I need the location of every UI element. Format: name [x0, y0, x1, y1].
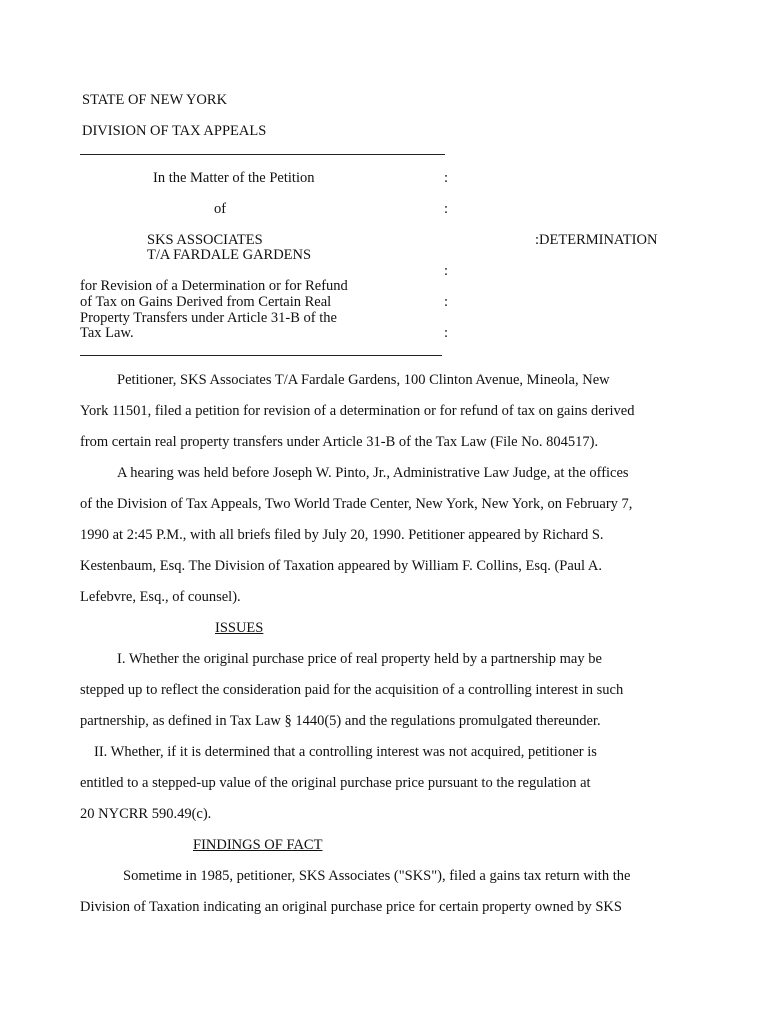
caption-colon: : — [444, 170, 449, 186]
caption-party-name: SKS ASSOCIATES — [147, 232, 263, 248]
caption-party-dba: T/A FARDALE GARDENS — [147, 247, 312, 263]
caption-purpose-line: Property Transfers under Article 31-B of the — [80, 310, 337, 326]
body-line: Lefebvre, Esq., of counsel). — [80, 589, 241, 605]
caption-of: of — [214, 201, 227, 217]
body-line: partnership, as defined in Tax Law § 1440(5) and the regulations promulgated thereunder. — [80, 713, 601, 729]
caption-matter: In the Matter of the Petition — [153, 170, 315, 186]
state-heading: STATE OF NEW YORK — [82, 92, 228, 108]
body-line: York 11501, filed a petition for revision of a determination or for refund of tax on gains derived — [80, 403, 635, 419]
caption-purpose-line: of Tax on Gains Derived from Certain Real — [80, 294, 332, 310]
caption-determination: :DETERMINATION — [535, 232, 658, 248]
body-line: I. Whether the original purchase price of real property held by a partnership may be — [117, 651, 602, 667]
body-line: Petitioner, SKS Associates T/A Fardale Gardens, 100 Clinton Avenue, Mineola, New — [117, 372, 610, 388]
caption-colon: : — [444, 263, 449, 279]
body-line: from certain real property transfers under Article 31-B of the Tax Law (File No. 804517). — [80, 434, 599, 450]
caption-colon: : — [444, 294, 449, 310]
body-line: A hearing was held before Joseph W. Pinto, Jr., Administrative Law Judge, at the offices — [117, 465, 629, 481]
caption-colon: : — [444, 201, 449, 217]
body-line: II. Whether, if it is determined that a controlling interest was not acquired, petitioner is — [94, 744, 597, 760]
body-line: of the Division of Tax Appeals, Two World Trade Center, New York, New York, on February 7, — [80, 496, 633, 512]
body-line: stepped up to reflect the consideration paid for the acquisition of a controlling interest in such — [80, 682, 624, 698]
body-line: Kestenbaum, Esq. The Division of Taxation appeared by William F. Collins, Esq. (Paul A. — [80, 558, 602, 574]
body-line: Sometime in 1985, petitioner, SKS Associates ("SKS"), filed a gains tax return with the — [123, 868, 631, 884]
caption-purpose-line: Tax Law. — [80, 325, 134, 341]
issues-heading: ISSUES — [215, 620, 264, 636]
caption-top-rule — [80, 154, 445, 155]
caption-bottom-rule — [80, 355, 442, 356]
caption-colon: : — [444, 325, 449, 341]
caption-purpose-line: for Revision of a Determination or for Refund — [80, 278, 348, 294]
body-line: entitled to a stepped-up value of the original purchase price pursuant to the regulation at — [80, 775, 591, 791]
body-line: Division of Taxation indicating an original purchase price for certain property owned by SKS — [80, 899, 622, 915]
body-line: 1990 at 2:45 P.M., with all briefs filed by July 20, 1990. Petitioner appeared by Richard S. — [80, 527, 604, 543]
body-line: 20 NYCRR 590.49(c). — [80, 806, 212, 822]
division-heading: DIVISION OF TAX APPEALS — [82, 123, 267, 139]
findings-heading: FINDINGS OF FACT — [193, 837, 323, 853]
